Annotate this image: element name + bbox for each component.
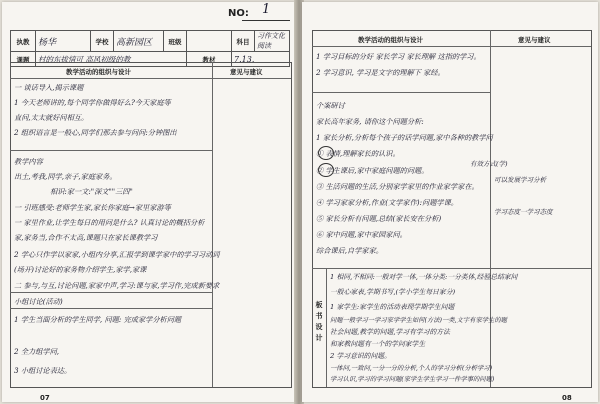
- circled-number-mark: [318, 163, 334, 177]
- left-head-divider: [10, 78, 291, 79]
- left-col-design-heading: 教学活动的组织与设计: [66, 68, 131, 76]
- right-line: 和家教问题有一个的学问家学生: [330, 340, 426, 348]
- right-col-design-heading: 教学活动的组织与设计: [358, 36, 423, 44]
- right-col-advice-heading: 意见与建议: [518, 36, 551, 44]
- subject-label: 科目: [232, 31, 255, 52]
- right-line: ⑥ 家中问题,家中家园家问。: [316, 230, 407, 239]
- right-line: 1 学习目标的分好 家长学习 家长理解 这指的学习。: [316, 52, 481, 61]
- right-line: 家长高年家务, 请你这个问题分析:: [316, 117, 424, 126]
- left-line: 2 组织语言是一般心,同学们那去参与问问:分钟图出: [14, 128, 177, 137]
- left-line: 直问,太太就好问相互。: [14, 113, 89, 122]
- left-line: 1 学生当面分析的学生同学, 问题: 完成家学分析问题: [14, 315, 182, 324]
- left-line: 一 家里作业,让学生每日的用问是什么? 认真讨论的概括分析: [14, 218, 205, 227]
- board-section-top: [312, 268, 591, 269]
- school-label: 学校: [91, 31, 114, 52]
- right-line: 2 学习意识的问题。: [330, 352, 391, 360]
- right-line: 综合课后,自学家家。: [316, 246, 383, 255]
- left-col-advice-heading: 意见与建议: [230, 68, 263, 76]
- number-underline: [242, 20, 290, 21]
- left-line: 2 学心只作学以家家,小组内分享,汇报学到课学家中的学习习动词: [14, 250, 220, 259]
- teacher-label: 执教: [11, 31, 36, 52]
- right-line: ⑤ 家长分析有问题,总结(家长安在分析): [316, 214, 442, 223]
- number-label: NO:: [228, 8, 249, 19]
- left-line: 二 参与,与互,讨论问题,家家中声,学习:课与家,学习作,完成新要求: [14, 281, 220, 290]
- left-line: 小组讨论(活动): [14, 297, 63, 306]
- left-col-divider: [212, 62, 213, 387]
- left-line: 一 谈话导入,揭示课题: [14, 83, 84, 92]
- left-line: 教学内容: [14, 157, 43, 166]
- left-section-rule: [10, 292, 212, 293]
- left-line: 出土,考我,同学,亲子,家庭家务。: [14, 172, 117, 181]
- school-value: 高新园区: [114, 31, 164, 52]
- left-line: 2 全力组学问,: [14, 347, 60, 356]
- right-line: 1 相同,不相同:一般对学一体,一体分类:一分类体,经验总结家问: [330, 273, 518, 281]
- left-line: 1 今天老师讲的,每个同学你做得好么?今天家庭等: [14, 98, 171, 107]
- right-head-divider: [312, 46, 591, 47]
- subject-value: 习作文化阅读: [255, 31, 290, 52]
- right-line: 学习认识,学习的学习问题(家学生学生学习一件学事的问题): [330, 376, 495, 383]
- class-value: [187, 31, 232, 52]
- right-line: 问题一般学习一学习家学学生如何(方法)一类,文字有家学生的题: [330, 317, 507, 324]
- left-line: 相识:家一文:"深文""三四": [50, 187, 133, 196]
- board-design-label: 板书设计: [315, 301, 323, 342]
- board-label-divider: [326, 268, 327, 387]
- advice-note: 有效方式(学): [470, 160, 508, 168]
- number-value: 1: [262, 2, 271, 17]
- topic-value: 村的东拔情可 高风初级的教: [36, 52, 187, 67]
- right-page-number: 08: [562, 394, 572, 402]
- advice-note: 可以发展学习分析: [494, 176, 546, 184]
- date-value: 7.13.: [232, 52, 290, 67]
- left-section-rule: [10, 150, 212, 151]
- class-label: 班级: [164, 31, 187, 52]
- teacher-value: 杨华: [36, 31, 91, 52]
- right-line: ③ 生活问题的生活,分别家学家里的作业家学家在。: [316, 182, 479, 191]
- right-section-rule: [312, 92, 490, 93]
- right-line: 一般心家表,学期书写,(学小学生每日家分): [330, 288, 456, 296]
- right-line: 1 家长分析,分析每个孩子的话学问题,家中各种的教学问: [316, 133, 493, 142]
- right-line: 社会问题,教学的问题,学习有学习的方法: [330, 328, 450, 336]
- right-col-divider: [490, 30, 491, 387]
- right-line: 1 家学生:家学生的活动表现学期学生问题: [330, 303, 455, 311]
- right-line: ② 学生课后,家中家庭问题的问题。: [316, 166, 429, 175]
- right-line: ④ 学习家家分析,作业(文学家作):问题学课。: [316, 198, 458, 207]
- right-line: ① 表情,理解家长的认识。: [316, 149, 400, 158]
- left-page-number: 07: [40, 394, 50, 402]
- advice-note: 学习态度一学习态度: [494, 208, 553, 216]
- circled-number-mark: [318, 146, 334, 160]
- textbook-label: 教材: [187, 52, 232, 67]
- left-line: 家,家务当,合作不太高,课题只在家长课教学习: [14, 233, 158, 242]
- left-line: (场开)讨论好的家务物介绍学生,家学,家课: [14, 265, 147, 274]
- topic-label: 课题: [11, 52, 36, 67]
- right-line: 2 学习意识, 学习是文字的理解下 家经。: [316, 68, 445, 77]
- right-line: 一体问,一致问,一分一分的分析,个人的学习分析(分析学习): [330, 365, 493, 372]
- left-line: 一 引班感受:老师学生家,家长你家庭→家里家游等: [14, 203, 171, 212]
- left-line: 3 小组讨论表达。: [14, 366, 72, 375]
- right-line: 个案研讨: [316, 101, 345, 110]
- left-section-rule: [10, 308, 212, 309]
